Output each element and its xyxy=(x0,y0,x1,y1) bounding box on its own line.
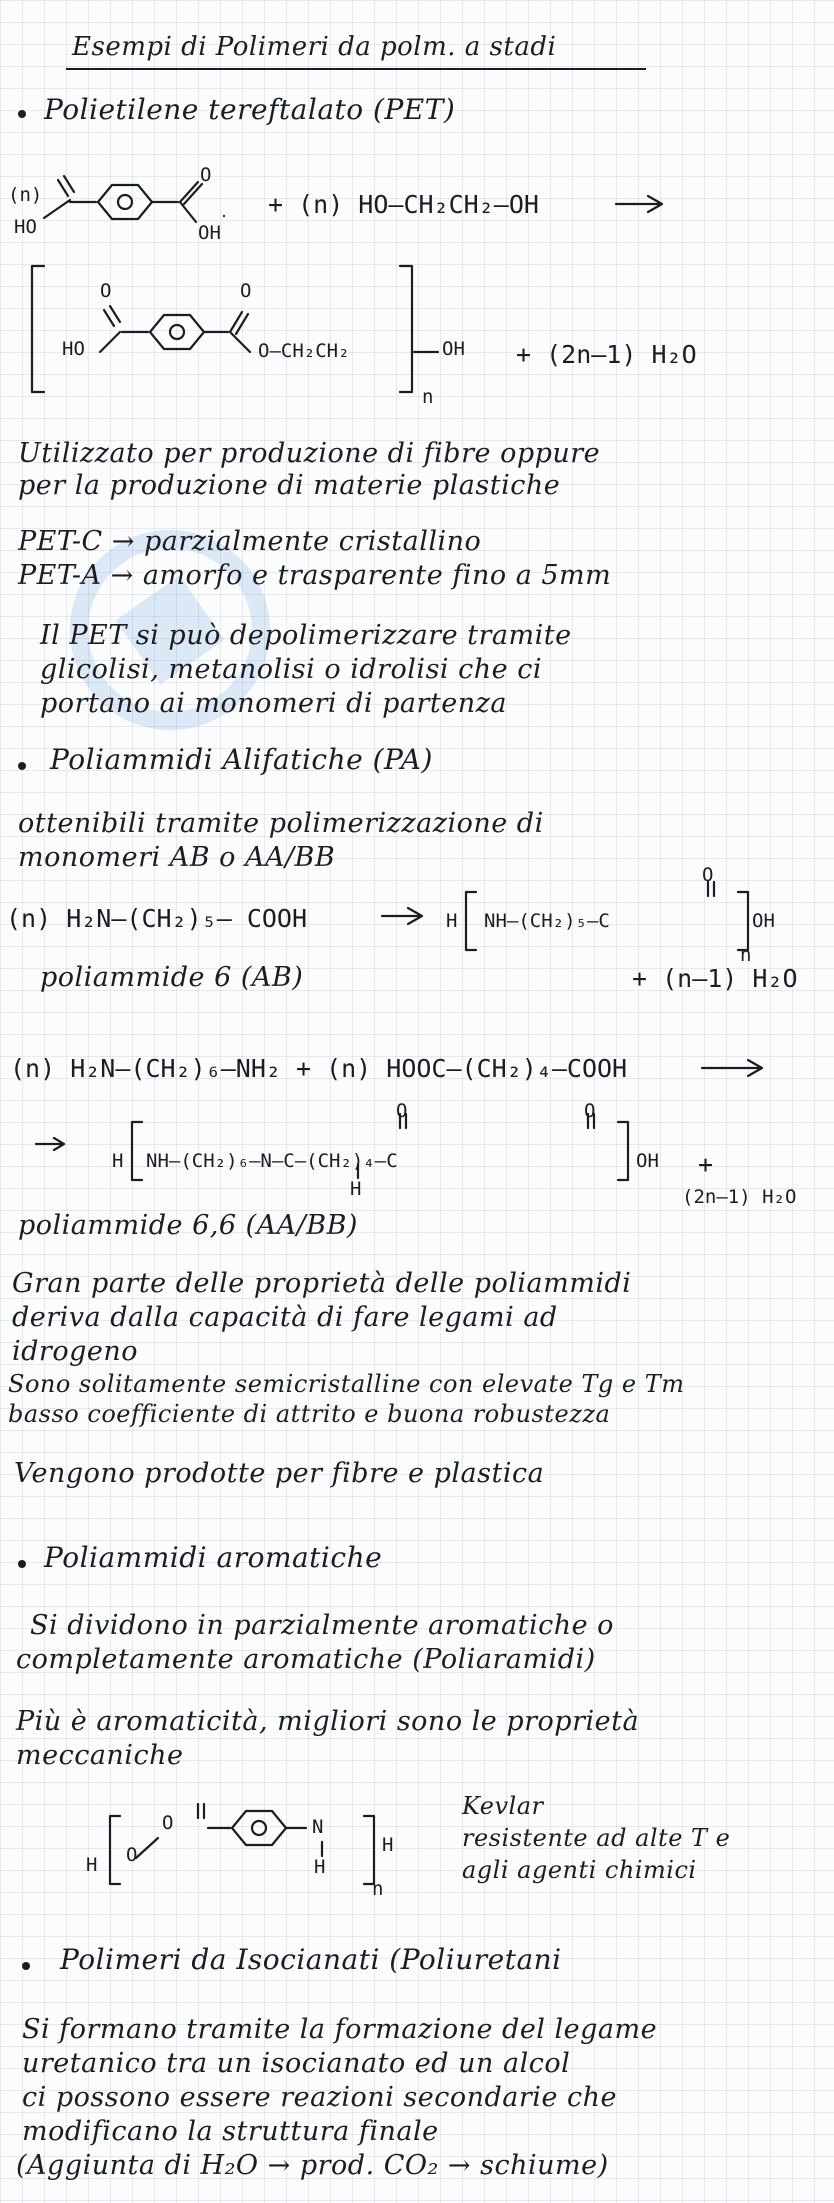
pet-product-chain: O–CH₂CH₂ xyxy=(258,340,350,362)
aramid-n-sub: n xyxy=(372,1878,384,1900)
pet-reactant2: + (n) HO–CH₂CH₂–OH xyxy=(268,190,539,219)
aramid-note-1: Kevlar xyxy=(462,1792,544,1820)
heading-pet: Polietilene tereftalato (PET) xyxy=(44,93,456,126)
pa6-byproduct: + (n–1) H₂O xyxy=(632,964,798,993)
pa-props-line-1: Gran parte delle proprietà delle poliammidi xyxy=(12,1268,632,1299)
pet-product-ho: HO xyxy=(62,338,85,360)
iso-line-5: (Aggiunta di H₂O → prod. CO₂ → schiume) xyxy=(16,2150,609,2181)
aramid-note-2: resistente ad alte T e xyxy=(462,1824,731,1852)
aramid-carbonyl-c: O xyxy=(162,1812,174,1834)
bullet xyxy=(18,1560,26,1568)
heading-aromatic: Poliammidi aromatiche xyxy=(44,1541,383,1574)
aramid-h-right: H xyxy=(382,1834,394,1856)
pet-product-n: n xyxy=(422,386,434,408)
iso-line-4: modificano la struttura finale xyxy=(22,2116,439,2147)
pa66-byproduct: (2n–1) H₂O xyxy=(682,1186,797,1208)
pa-intro-line-2: monomeri AB o AA/BB xyxy=(18,842,336,873)
pa66-product-h: H xyxy=(112,1150,124,1172)
pa-props-line-3: idrogeno xyxy=(12,1336,138,1367)
pa66-carbonyl-o1: O xyxy=(396,1100,408,1122)
pet-depolym-line-3: portano ai monomeri di partenza xyxy=(40,688,507,719)
pa66-reactant: (n) H₂N–(CH₂)₆–NH₂ + (n) HOOC–(CH₂)₄–COOH xyxy=(10,1054,628,1083)
pet-label-o: O xyxy=(200,164,212,186)
aramid-nh-h: H xyxy=(314,1856,326,1878)
pa6-carbonyl-o: O xyxy=(702,864,714,886)
pa6-product-chain: NH–(CH₂)₅–C xyxy=(484,910,610,932)
aromatic-line-2: completamente aromatiche (Poliaramidi) xyxy=(16,1644,596,1675)
pet-depolym-line-1: Il PET si può depolimerizzare tramite xyxy=(40,620,572,651)
pa6-label: poliammide 6 (AB) xyxy=(40,962,304,993)
pa-props-line-2: deriva dalla capacità di fare legami ad xyxy=(12,1302,558,1333)
aromatic-line-3: Più è aromaticità, migliori sono le proprietà xyxy=(16,1706,640,1737)
pet-usage-line-2: per la produzione di materie plastiche xyxy=(18,470,561,501)
heading-pa: Poliammidi Alifatiche (PA) xyxy=(50,743,433,776)
pa-props-line-5: basso coefficiente di attrito e buona robustezza xyxy=(8,1400,611,1428)
aramid-ring-o: O xyxy=(126,1844,138,1866)
pa66-label: poliammide 6,6 (AA/BB) xyxy=(18,1210,358,1241)
iso-line-1: Si formano tramite la formazione del legame xyxy=(22,2014,658,2045)
pa-props-line-4: Sono solitamente semicristalline con elevate Tg e Tm xyxy=(8,1370,685,1398)
pet-type-a: PET-A → amorfo e trasparente fino a 5mm xyxy=(18,560,612,591)
pet-depolym-line-2: glicolisi, metanolisi o idrolisi che ci xyxy=(40,654,542,685)
pa6-reactant: (n) H₂N–(CH₂)₅– COOH xyxy=(6,904,308,933)
bullet xyxy=(22,1962,30,1970)
pet-usage-line-1: Utilizzato per produzione di fibre oppure xyxy=(18,438,601,469)
pa-use: Vengono prodotte per fibre e plastica xyxy=(14,1458,545,1489)
pet-label-ho: HO xyxy=(14,216,37,238)
pa6-product-h: H xyxy=(446,910,458,932)
pa6-product-oh: OH xyxy=(752,910,775,932)
aramid-n: N xyxy=(312,1816,324,1838)
pa66-product-chain: NH–(CH₂)₆–N–C–(CH₂)₄–C xyxy=(146,1150,398,1172)
pet-type-c: PET-C → parzialmente cristallino xyxy=(18,526,482,557)
pet-byproduct: + (2n–1) H₂O xyxy=(516,340,697,369)
pa66-product-oh: OH xyxy=(636,1150,659,1172)
heading-iso: Polimeri da Isocianati (Poliuretani xyxy=(60,1943,562,1976)
pet-product-oh: OH xyxy=(442,338,465,360)
pet-product-structure xyxy=(0,0,834,440)
iso-line-3: ci possono essere reazioni secondarie che xyxy=(22,2082,617,2113)
pa66-carbonyl-o2: O xyxy=(584,1100,596,1122)
pa66-nh-h: H xyxy=(350,1178,362,1200)
pa-intro-line-1: ottenibili tramite polimerizzazione di xyxy=(18,808,544,839)
pa66-plus: + xyxy=(698,1150,714,1179)
page-title: Esempi di Polimeri da polm. a stadi xyxy=(72,32,557,62)
pet-product-o2: O xyxy=(240,280,252,302)
pa6-product-n: n xyxy=(740,944,752,966)
aromatic-line-1: Si dividono in parzialmente aromatiche o xyxy=(30,1610,614,1641)
pet-reactant-coef: (n) xyxy=(8,184,43,206)
pet-product-o1: O xyxy=(100,280,112,302)
iso-line-2: uretanico tra un isocianato ed un alcol xyxy=(22,2048,571,2079)
pet-label-oh: OH xyxy=(198,222,221,244)
aramid-h-left: H xyxy=(86,1854,98,1876)
bullet xyxy=(18,762,26,770)
aromatic-line-4: meccaniche xyxy=(16,1740,184,1771)
aramid-note-3: agli agenti chimici xyxy=(462,1856,697,1884)
